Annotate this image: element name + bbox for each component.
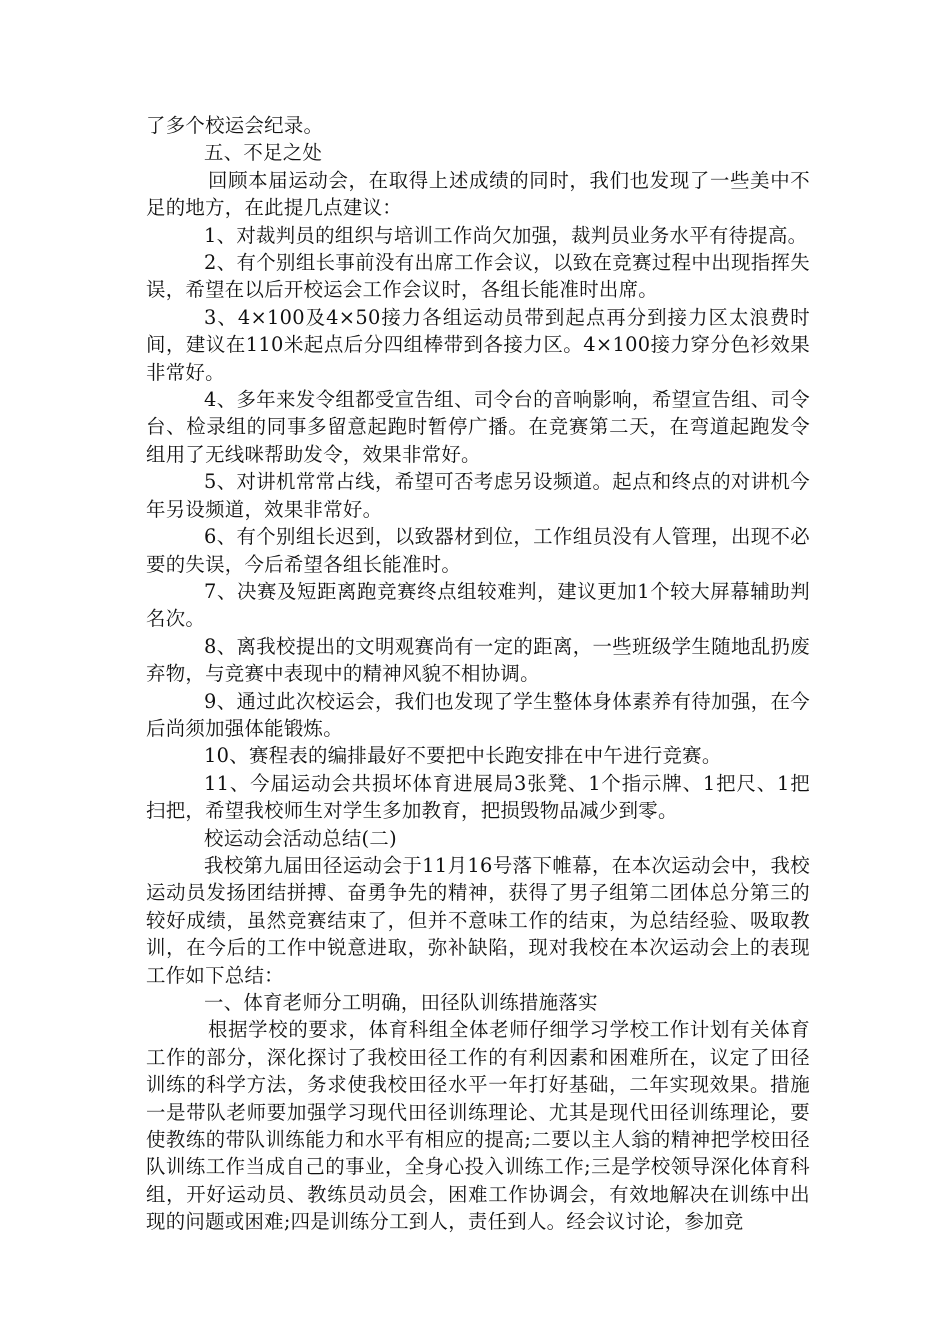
document-body (146, 112, 810, 1236)
suggestion-item-8: 8、离我校提出的文明观赛尚有一定的距离，一些班级学生随地乱扔废弃物，与竞赛中表现中的精神风貌不相协调。 (146, 634, 810, 686)
paragraph-training-measures: 根据学校的要求，体育科组全体老师仔细学习学校工作计划有关体育工作的部分，深化探讨了我校田径工作的有利因素和困难所在，议定了田径训练的科学方法，务求使我校田径水平一年打好基础，二年实现效果。措施一是带队老师要加强学习现代田径训练理论、尤其是现代田径训练理论，要使教练的带队训练能力和水平有相应的提高;二要以主人翁的精神把学校田径队训练工作当成自己的事业，全身心投入训练工作;三是学校领导深化体育科组，开好运动员、教练员动员会，困难工作协调会，有效地解决在训练中出现的问题或困难;四是训练分工到人，责任到人。经会议讨论，参加竞 (146, 1018, 810, 1234)
paragraph-continuation: 了多个校运会纪录。 (146, 114, 324, 137)
suggestion-item-3: 3、4×100及4×50接力各组运动员带到起点再分到接力区太浪费时间，建议在110米起点后分四组棒带到各接力区。4×100接力穿分色衫效果非常好。 (146, 305, 810, 384)
suggestion-item-2: 2、有个别组长事前没有出席工作会议，以致在竞赛过程中出现指挥失误，希望在以后开校运会工作会议时，各组长能准时出席。 (146, 251, 810, 302)
suggestion-item-10: 10、赛程表的编排最好不要把中长跑安排在中午进行竞赛。 (204, 744, 722, 768)
section-heading-shortcomings: 五、不足之处 (204, 141, 323, 165)
suggestion-item-5: 5、对讲机常常占线，希望可否考虑另设频道。起点和终点的对讲机今年另设频道，效果非常好。 (146, 470, 810, 521)
suggestion-item-7: 7、决赛及短距离跑竞赛终点组较难判，建议更加1个较大屏幕辅助判名次。 (146, 579, 810, 631)
suggestion-item-4: 4、多年来发令组都受宣告组、司令台的音响影响，希望宣告组、司令台、检录组的同事多留意起跑时暂停广播。在竞赛第二天，在弯道起跑发令组用了无线咪帮助发令，效果非常好。 (146, 388, 810, 466)
suggestion-item-11: 11、今届运动会共损坏体育进展局3张凳、1个指示牌、1把尺、1把扫把，希望我校师生对学生多加教育，把损毁物品减少到零。 (146, 771, 810, 823)
section-title-summary-two: 校运动会活动总结(二) (204, 826, 397, 850)
suggestion-item-6: 6、有个别组长迟到，以致器材到位，工作组员没有人管理，出现不必要的失误，今后希望各组长能准时。 (146, 525, 810, 576)
section-heading-division-of-labor: 一、体育老师分工明确，田径队训练措施落实 (204, 991, 598, 1014)
suggestion-item-1: 1、对裁判员的组织与培训工作尚欠加强，裁判员业务水平有待提高。 (204, 223, 808, 247)
paragraph-review: 回顾本届运动会，在取得上述成绩的同时，我们也发现了一些美中不足的地方，在此提几点建议： (146, 168, 810, 220)
paragraph-intro: 我校第九届田径运动会于11月16号落下帷幕，在本次运动会中，我校运动员发扬团结拼搏、奋勇争先的精神，获得了男子组第二团体总分第三的较好成绩，虽然竞赛结束了，但并不意味工作的结束，为总结经验、吸取教训，在今后的工作中锐意进取，弥补缺陷，现对我校在本次运动会上的表现工作如下总结： (146, 853, 810, 987)
suggestion-item-9: 9、通过此次校运会，我们也发现了学生整体身体素养有待加强，在今后尚须加强体能锻炼。 (146, 689, 810, 740)
